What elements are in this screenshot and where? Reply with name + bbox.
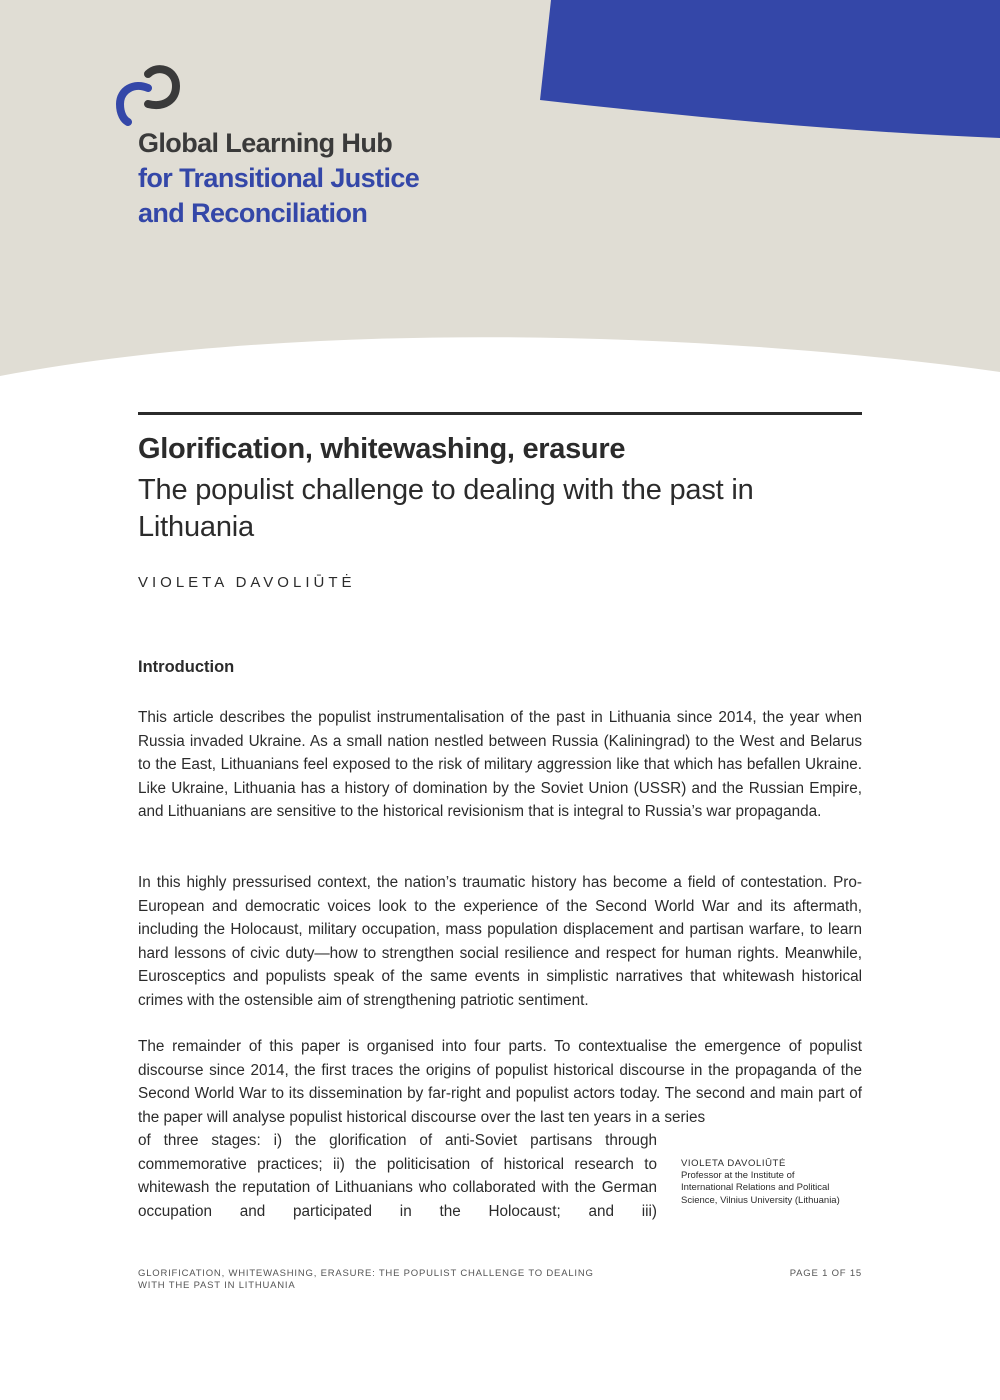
logo-wordmark (138, 126, 419, 231)
global-learning-hub-logo-icon (112, 64, 184, 126)
logo-line-3: and Reconciliation (138, 198, 368, 228)
article-author: VIOLETA DAVOLIŪTĖ (138, 574, 356, 591)
author-note-affiliation: Professor at the Institute of International Relations and Political Science, Vilnius University (Lithuania) (681, 1170, 840, 1206)
footer-page-number: PAGE 1 OF 15 (789, 1268, 862, 1279)
author-note (681, 1158, 841, 1207)
body-paragraph: In this highly pressurised context, the nation’s traumatic history has become a field of contestation. Pro-European and democratic voices look to the experience of the Second World War and its aftermath, including the Holocaust, military occupation, mass population displacement and partisan warfare, to learn hard lessons of civic duty—how to strengthen social resilience and respect for human rights. Meanwhile, Eurosceptics and populists speak of the same events in simplistic narratives that whitewash historical crimes with the ostensible aim of strengthening patriotic sentiment. (138, 874, 862, 1009)
article-title: Glorification, whitewashing, erasure (138, 433, 626, 465)
title-rule (138, 412, 862, 415)
body-paragraph-continued: of three stages: i) the glorification of anti-Soviet partisans through commemorative practices; ii) the politicisation of historical research to whitewash the reputation of Lithuanians who collaborated with the German occupation and participated in the Holocaust; and iii) (138, 1132, 657, 1220)
author-note-name: VIOLETA DAVOLIŪTĖ (681, 1158, 786, 1169)
footer-running-title: GLORIFICATION, WHITEWASHING, ERASURE: THE POPULIST CHALLENGE TO DEALING WITH THE PAST IN LITHUANIA (138, 1268, 594, 1291)
body-paragraph: This article describes the populist instrumentalisation of the past in Lithuania since 2014, the year when Russia invaded Ukraine. As a small nation nestled between Russia (Kaliningrad) to the West and Belarus to the East, Lithuanians feel exposed to the risk of military aggression like that which has befallen Ukraine. Like Ukraine, Lithuania has a history of domination by the Soviet Union (USSR) and the Russian Empire, and Lithuanians are sensitive to the historical revisionism that is integral to Russia’s war propaganda. (138, 709, 862, 820)
body-paragraph: The remainder of this paper is organised into four parts. To contextualise the emergence of populist discourse since 2014, the first traces the origins of populist historical discourse in the propaganda of the Second World War to its dissemination by far-right and populist actors today. The second and main part of the paper will analyse populist historical discourse over the last ten years in a series (138, 1038, 862, 1126)
logo-line-2: for Transitional Justice (138, 163, 420, 193)
section-heading-introduction: Introduction (138, 658, 235, 676)
article-subtitle: The populist challenge to dealing with the past in Lithuania (138, 474, 754, 543)
logo-line-1: Global Learning Hub (138, 128, 393, 158)
